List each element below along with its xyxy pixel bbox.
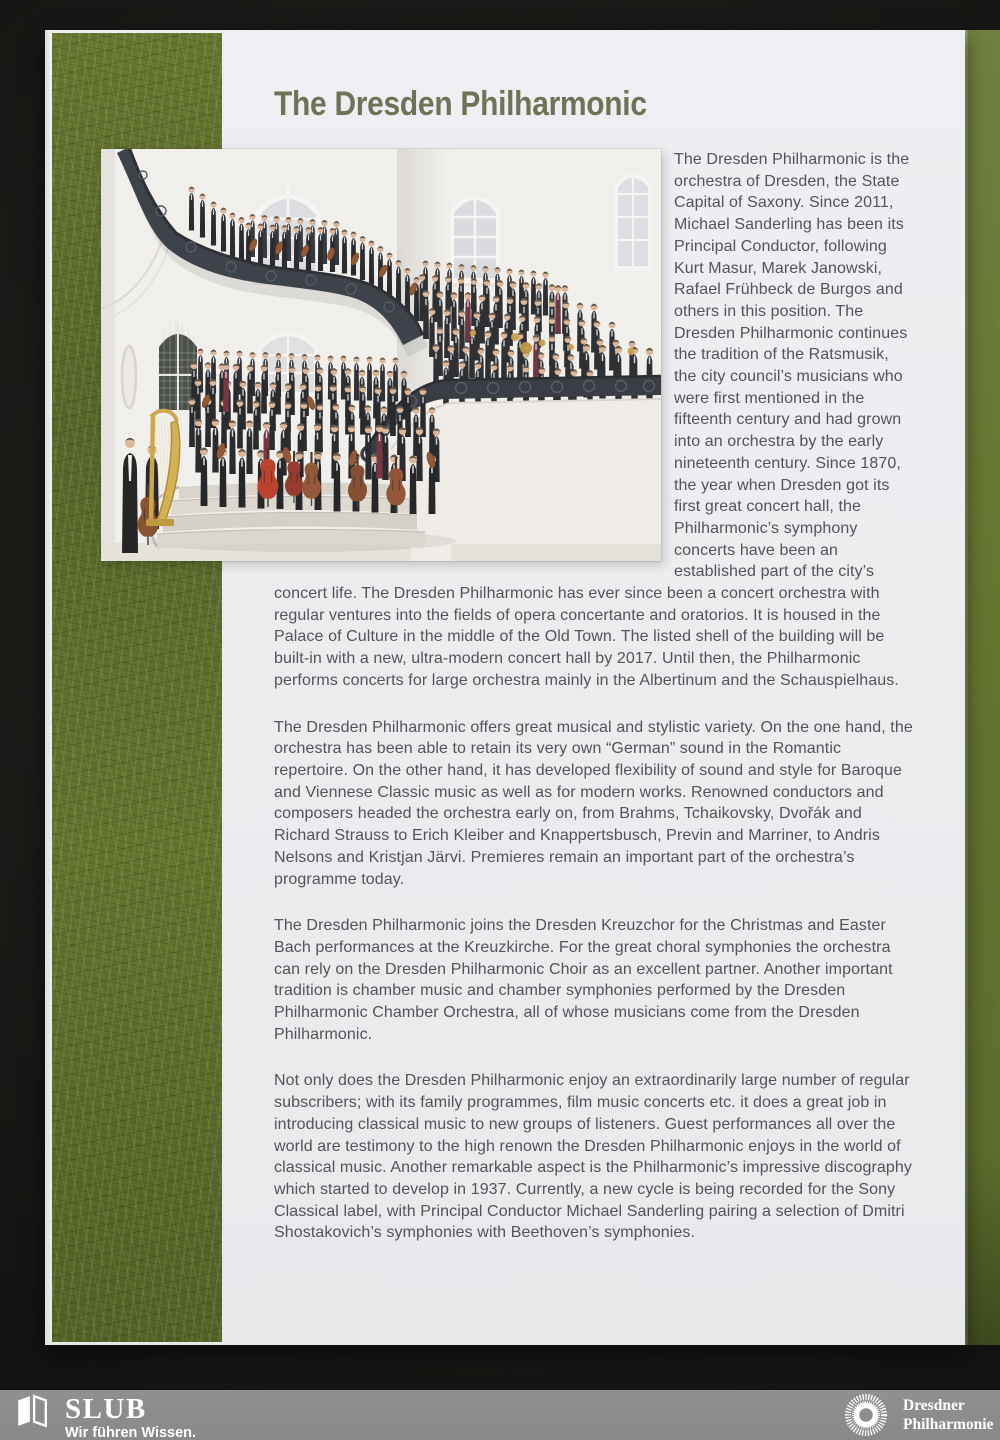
slub-logo [15,1394,196,1440]
orchestra-photo-float [274,149,661,563]
slub-tagline: Wir führen Wissen. [65,1425,197,1440]
orchestra-photo [101,149,661,561]
slub-name: SLUB [65,1393,147,1425]
philharmonie-name-line2: Philharmonie [903,1416,994,1433]
philharmonie-name-line1: Dresdner [903,1397,965,1414]
body-paragraph: The Dresden Philharmonic joins the Dresden Kreuzchor for the Christmas and Easter Bach performances at the Kreuzkirche. For the great choral symphonies the orchestra can rely on the Dresden Philharmonic Choir as an excellent partner. Another important tradition is chamber music and chamber symphonies performed by the Dresden Philharmonic Chamber Orchestra, all of whose musicians come from the Dresden Philharmonic. [274,917,893,1043]
body-paragraph: The Dresden Philharmonic offers great musical and stylistic variety. On the one hand, the orchestra has been able to retain its very own “German” sound in the Romantic repertoire. On the other hand, it has developed flexibility of sound and style for Baroque and Viennese Classic music as well as for modern works. Renowned conductors and composers headed the orchestra early on, from Brahms, Tchaikovsky, Dvořák and Richard Strauss to Erich Kleiber and Knappertsbusch, Previn and Marriner, to Andris Nelsons and Kristjan Järvi. Premieres remain an important part of the orchestra’s programme today. [274,718,913,888]
booklet-cover-edge [965,30,1000,1345]
body-paragraph: The Dresden Philharmonic is the orchestra of Dresden, the State Capital of Saxony. Since 2011, Michael Sanderling has been its Principal Conductor, following Kurt Masur, Marek Janowski, Rafael Frühbeck de Burgos and others in this position. The Dresden Philharmonic continues the tradition of the Ratsmusik, the city council’s musicians who were first mentioned in the fifteenth century and had grown into an orchestra by the early nineteenth century. Since 1870, the year when Dresden got its first great concert hall, the Philharmonic’s symphony concerts have been an established part of the city’s concert life. The Dresden Philharmonic has ever since been a concert orchestra with regular ventures into the fields of opera concertante and oratorios. It is housed in the Palace of Culture in the middle of the Old Town. The listed shell of the building will be built-in with a new, ultra-modern concert hall by 2017. Until then, the Philharmonic performs concerts for large orchestra mainly in the Albertinum and the Schauspielhaus. [274,151,910,689]
body-text [274,149,914,1244]
philharmonie-sunburst-icon [843,1392,889,1438]
scanner-footer-bar [0,1390,1000,1440]
brochure-page [45,30,965,1345]
body-paragraph: Not only does the Dresden Philharmonic enjoy an extraordinarily large number of regular subscribers; with its family programmes, film music concerts etc. it does a great job in introducing classical music to new groups of listeners. Guest performances all over the world are testimony to the high renown the Dresden Philharmonic enjoys in the world of classical music. Another remarkable aspect is the Philharmonic’s impressive discography which started to develop in 1937. Currently, a new cycle is being recorded for the Sony Classical label, with Principal Conductor Michael Sanderling pairing a selection of Dmitri Shostakovich’s symphonies with Beethoven’s symphonies. [274,1072,913,1242]
orchestra-photo-illustration [101,149,661,561]
slub-book-icon [15,1394,49,1428]
philharmonie-logo [843,1392,993,1438]
page-title: The Dresden Philharmonic [274,85,647,123]
page-content [274,30,914,1269]
